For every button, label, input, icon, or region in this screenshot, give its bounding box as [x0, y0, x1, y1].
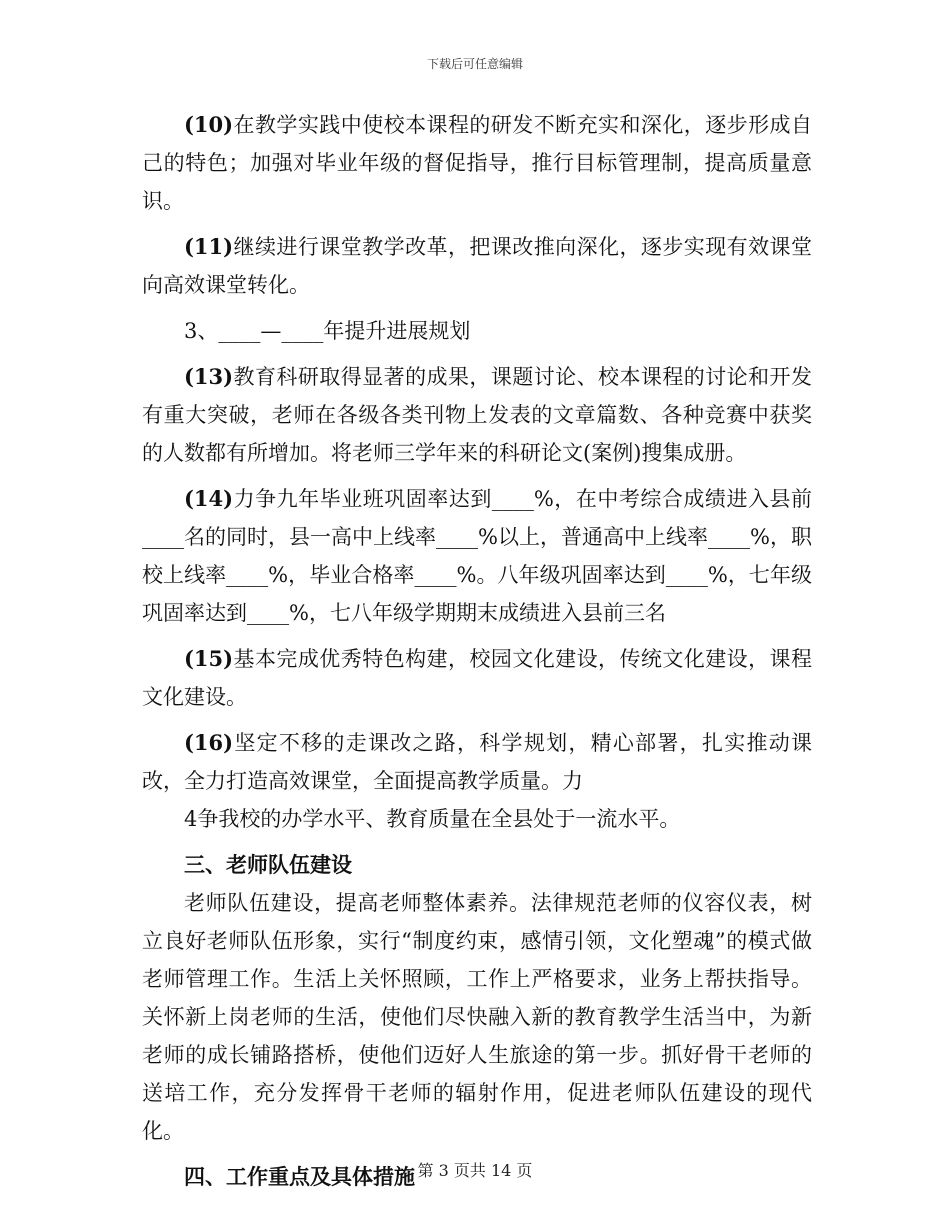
section-3-title: 3、____—____年提升进展规划: [184, 319, 471, 343]
paragraph-16-continued: 4争我校的办学水平、教育质量在全县处于一流水平。: [184, 807, 681, 831]
paragraph-15: [142, 640, 812, 716]
paragraph-text: 基本完成优秀特色构建，校园文化建设，传统文化建设，课程文化建设。: [142, 647, 812, 709]
paragraph-11: [142, 228, 812, 304]
item-number: (16): [184, 730, 234, 755]
item-number: (11): [184, 234, 234, 259]
item-number: (14): [184, 486, 234, 511]
item-number: (10): [184, 112, 234, 137]
paragraph-16: [142, 724, 812, 800]
item-number: (15): [184, 646, 234, 671]
paragraph-text: 继续进行课堂教学改革，把课改推向深化，逐步实现有效课堂向高效课堂转化。: [142, 235, 812, 297]
paragraph-text: 力争九年毕业班巩固率达到____%，在中考综合成绩进入县前____名的同时，县一高中上线率____%以上，普通高中上线率____%，职校上线率____%，毕业合格率____%。八年级巩固率达到____%，七年级巩固率达到____%，七八年级学期期末成绩进入县前三名: [142, 487, 812, 625]
paragraph-text: 在教学实践中使校本课程的研发不断充实和深化，逐步形成自己的特色；加强对毕业年级的督促指导，推行目标管理制，提高质量意识。: [142, 113, 812, 213]
paragraph-text: 教育科研取得显著的成果，课题讨论、校本课程的讨论和开发有重大突破，老师在各级各类刊物上发表的文章篇数、各种竞赛中获奖的人数都有所增加。将老师三学年来的科研论文(案例)搜集成册。: [142, 365, 812, 465]
document-body: [142, 106, 812, 1196]
section-heading-teacher-team: 三、老师队伍建设: [184, 852, 352, 877]
page-footer: 第 3 页共 14 页: [417, 1161, 533, 1180]
paragraph-teacher-team: 老师队伍建设，提高老师整体素养。法律规范老师的仪容仪表，树立良好老师队伍形象，实行“制度约束，感情引领，文化塑魂”的模式做老师管理工作。生活上关怀照顾，工作上严格要求，业务上帮扶指导。关怀新上岗老师的生活，使他们尽快融入新的教育教学生活当中，为新老师的成长铺路搭桥，使他们迈好人生旅途的第一步。抓好骨干老师的送培工作，充分发挥骨干老师的辐射作用，促进老师队伍建设的现代化。: [142, 891, 812, 1143]
paragraph-14: [142, 480, 812, 632]
item-number: (13): [184, 364, 234, 389]
paragraph-text: 坚定不移的走课改之路，科学规划，精心部署，扎实推动课改，全力打造高效课堂，全面提高教学质量。力: [142, 731, 812, 793]
paragraph-10: [142, 106, 812, 220]
page-header: 下载后可任意编辑: [426, 57, 523, 71]
paragraph-13: [142, 358, 812, 472]
section-heading-work-focus: 四、工作重点及具体措施: [184, 1164, 415, 1189]
